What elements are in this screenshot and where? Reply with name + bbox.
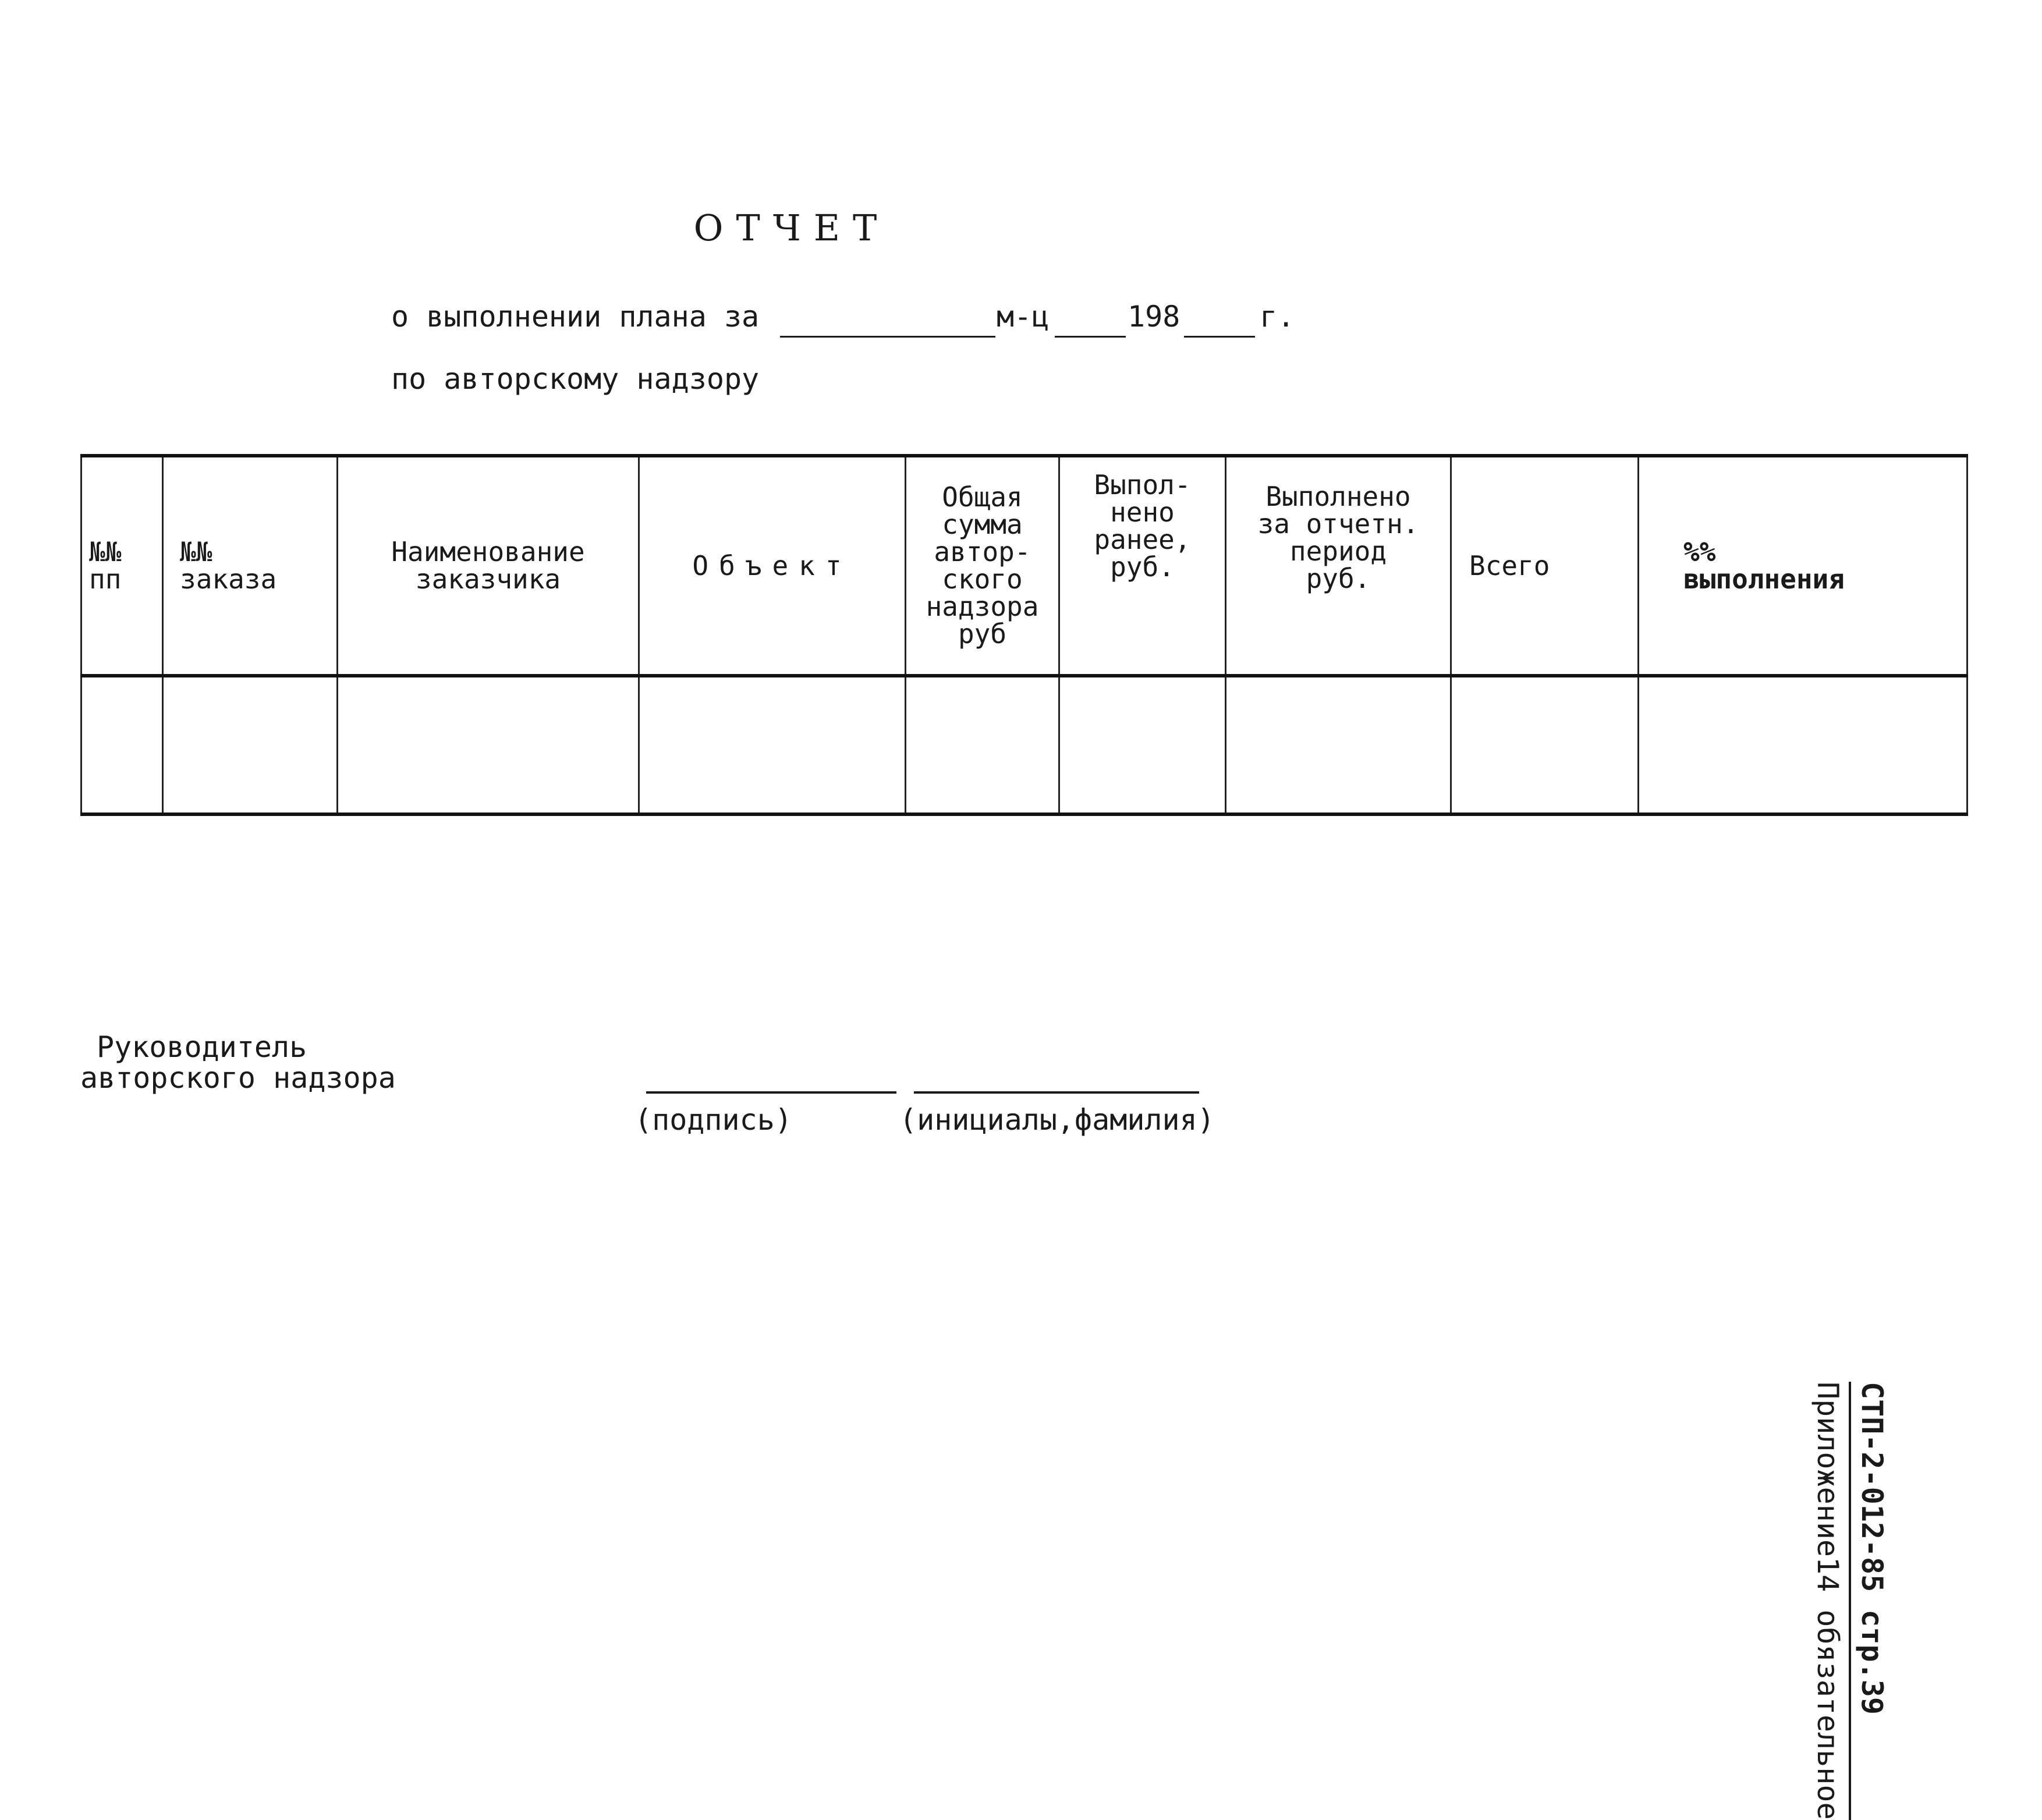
header-done-earlier: Выпол- нено ранее, руб.	[1059, 456, 1226, 676]
header-total-supervision-sum: Общая сумма автор- ского надзора руб	[906, 456, 1059, 676]
header-total: Всего	[1451, 456, 1639, 676]
year-suffix: г.	[1260, 300, 1295, 334]
cell-done-earlier[interactable]	[1059, 676, 1226, 814]
document-code-label: СТП-2-012-85 стр.39	[1849, 1382, 1893, 1820]
header-order-number: №№ заказа	[163, 456, 338, 676]
cell-order-number[interactable]	[163, 676, 338, 814]
year-prefix: 198	[1128, 300, 1180, 334]
cell-done-in-period[interactable]	[1226, 676, 1451, 814]
cell-object[interactable]	[639, 676, 906, 814]
cell-percent-completion[interactable]	[1639, 676, 1967, 814]
header-percent-completion: %% выполнения	[1639, 456, 1967, 676]
plan-period-label: о выполнении плана за	[391, 300, 760, 334]
report-table	[80, 454, 1968, 816]
month-label: м-ц	[997, 300, 1050, 334]
signatory-role-line2: авторского надзора	[80, 1060, 396, 1095]
header-done-in-period: Выполнено за отчетн. период руб.	[1226, 456, 1451, 676]
month-number-blank-field[interactable]	[1055, 336, 1126, 338]
month-blank-field[interactable]	[780, 336, 995, 338]
header-object: Объект	[639, 456, 906, 676]
plan-period-line	[391, 300, 1323, 346]
header-customer-name: Наименование заказчика	[338, 456, 639, 676]
name-blank-field[interactable]	[914, 1091, 1199, 1094]
cell-total-supervision-sum[interactable]	[906, 676, 1059, 814]
year-blank-field[interactable]	[1184, 336, 1255, 338]
signature-blank-field[interactable]	[646, 1091, 896, 1094]
cell-row-number[interactable]	[81, 676, 163, 814]
name-caption: (инициалы,фамилия)	[899, 1103, 1215, 1137]
table-row	[81, 676, 1967, 814]
cell-total[interactable]	[1451, 676, 1639, 814]
document-title: ОТЧЕТ	[693, 207, 890, 249]
table-header-row	[81, 456, 1967, 676]
appendix-label: Приложение14 обязательное	[1811, 1382, 1845, 1820]
header-row-number: №№ пп	[81, 456, 163, 676]
supervision-line: по авторскому надзору	[391, 362, 760, 396]
cell-customer-name[interactable]	[338, 676, 639, 814]
signature-caption: (подпись)	[634, 1103, 792, 1137]
signatory-role-line1: Руководитель	[97, 1030, 307, 1064]
side-annotation	[1807, 1382, 1893, 1820]
signatory-role	[80, 1032, 396, 1093]
